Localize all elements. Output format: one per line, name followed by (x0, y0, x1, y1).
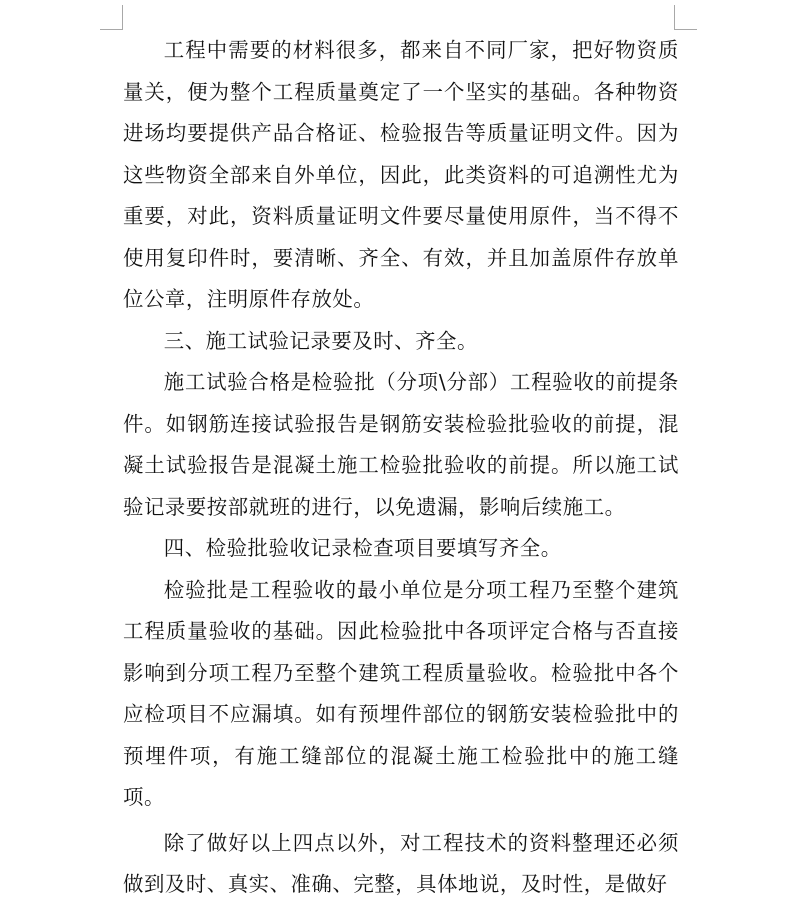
document-body[interactable] (123, 30, 679, 906)
heading-section-3: 三、施工试验记录要及时、齐全。 (163, 328, 478, 353)
paragraph-inspection-lot: 检验批是工程验收的最小单位是分项工程乃至整个建筑工程质量验收的基础。因此检验批中各项评定合格与否直接影响到分项工程乃至整个建筑工程质量验收。检验批中各个应检项目不应漏填。如有预埋件部位的钢筋安装检验批中的预埋件项，有施工缝部位的混凝土施工检验批中的施工缝项。 (123, 577, 679, 809)
paragraph-test-records: 施工试验合格是检验批（分项\分部）工程验收的前提条件。如钢筋连接试验报告是钢筋安装检验批验收的前提，混凝土试验报告是混凝土施工检验批验收的前提。所以施工试验记录要按部就班的进行，以免遗漏，影响后续施工。 (123, 370, 679, 519)
page-margin-corner-top-right (674, 5, 697, 30)
paragraph-closing: 除了做好以上四点以外，对工程技术的资料整理还必须做到及时、真实、准确、完整，具体地说，及时性，是做好 (123, 830, 679, 896)
page-margin-corner-top-left (100, 5, 123, 30)
paragraph-materials: 工程中需要的材料很多，都来自不同厂家，把好物资质量关，便为整个工程质量奠定了一个坚实的基础。各种物资进场均要提供产品合格证、检验报告等质量证明文件。因为这些物资全部来自外单位，因此，此类资料的可追溯性尤为重要，对此，资料质量证明文件要尽量使用原件，当不得不使用复印件时，要清晰、齐全、有效，并且加盖原件存放单位公章，注明原件存放处。 (123, 38, 679, 311)
heading-section-4: 四、检验批验收记录检查项目要填写齐全。 (163, 536, 562, 560)
